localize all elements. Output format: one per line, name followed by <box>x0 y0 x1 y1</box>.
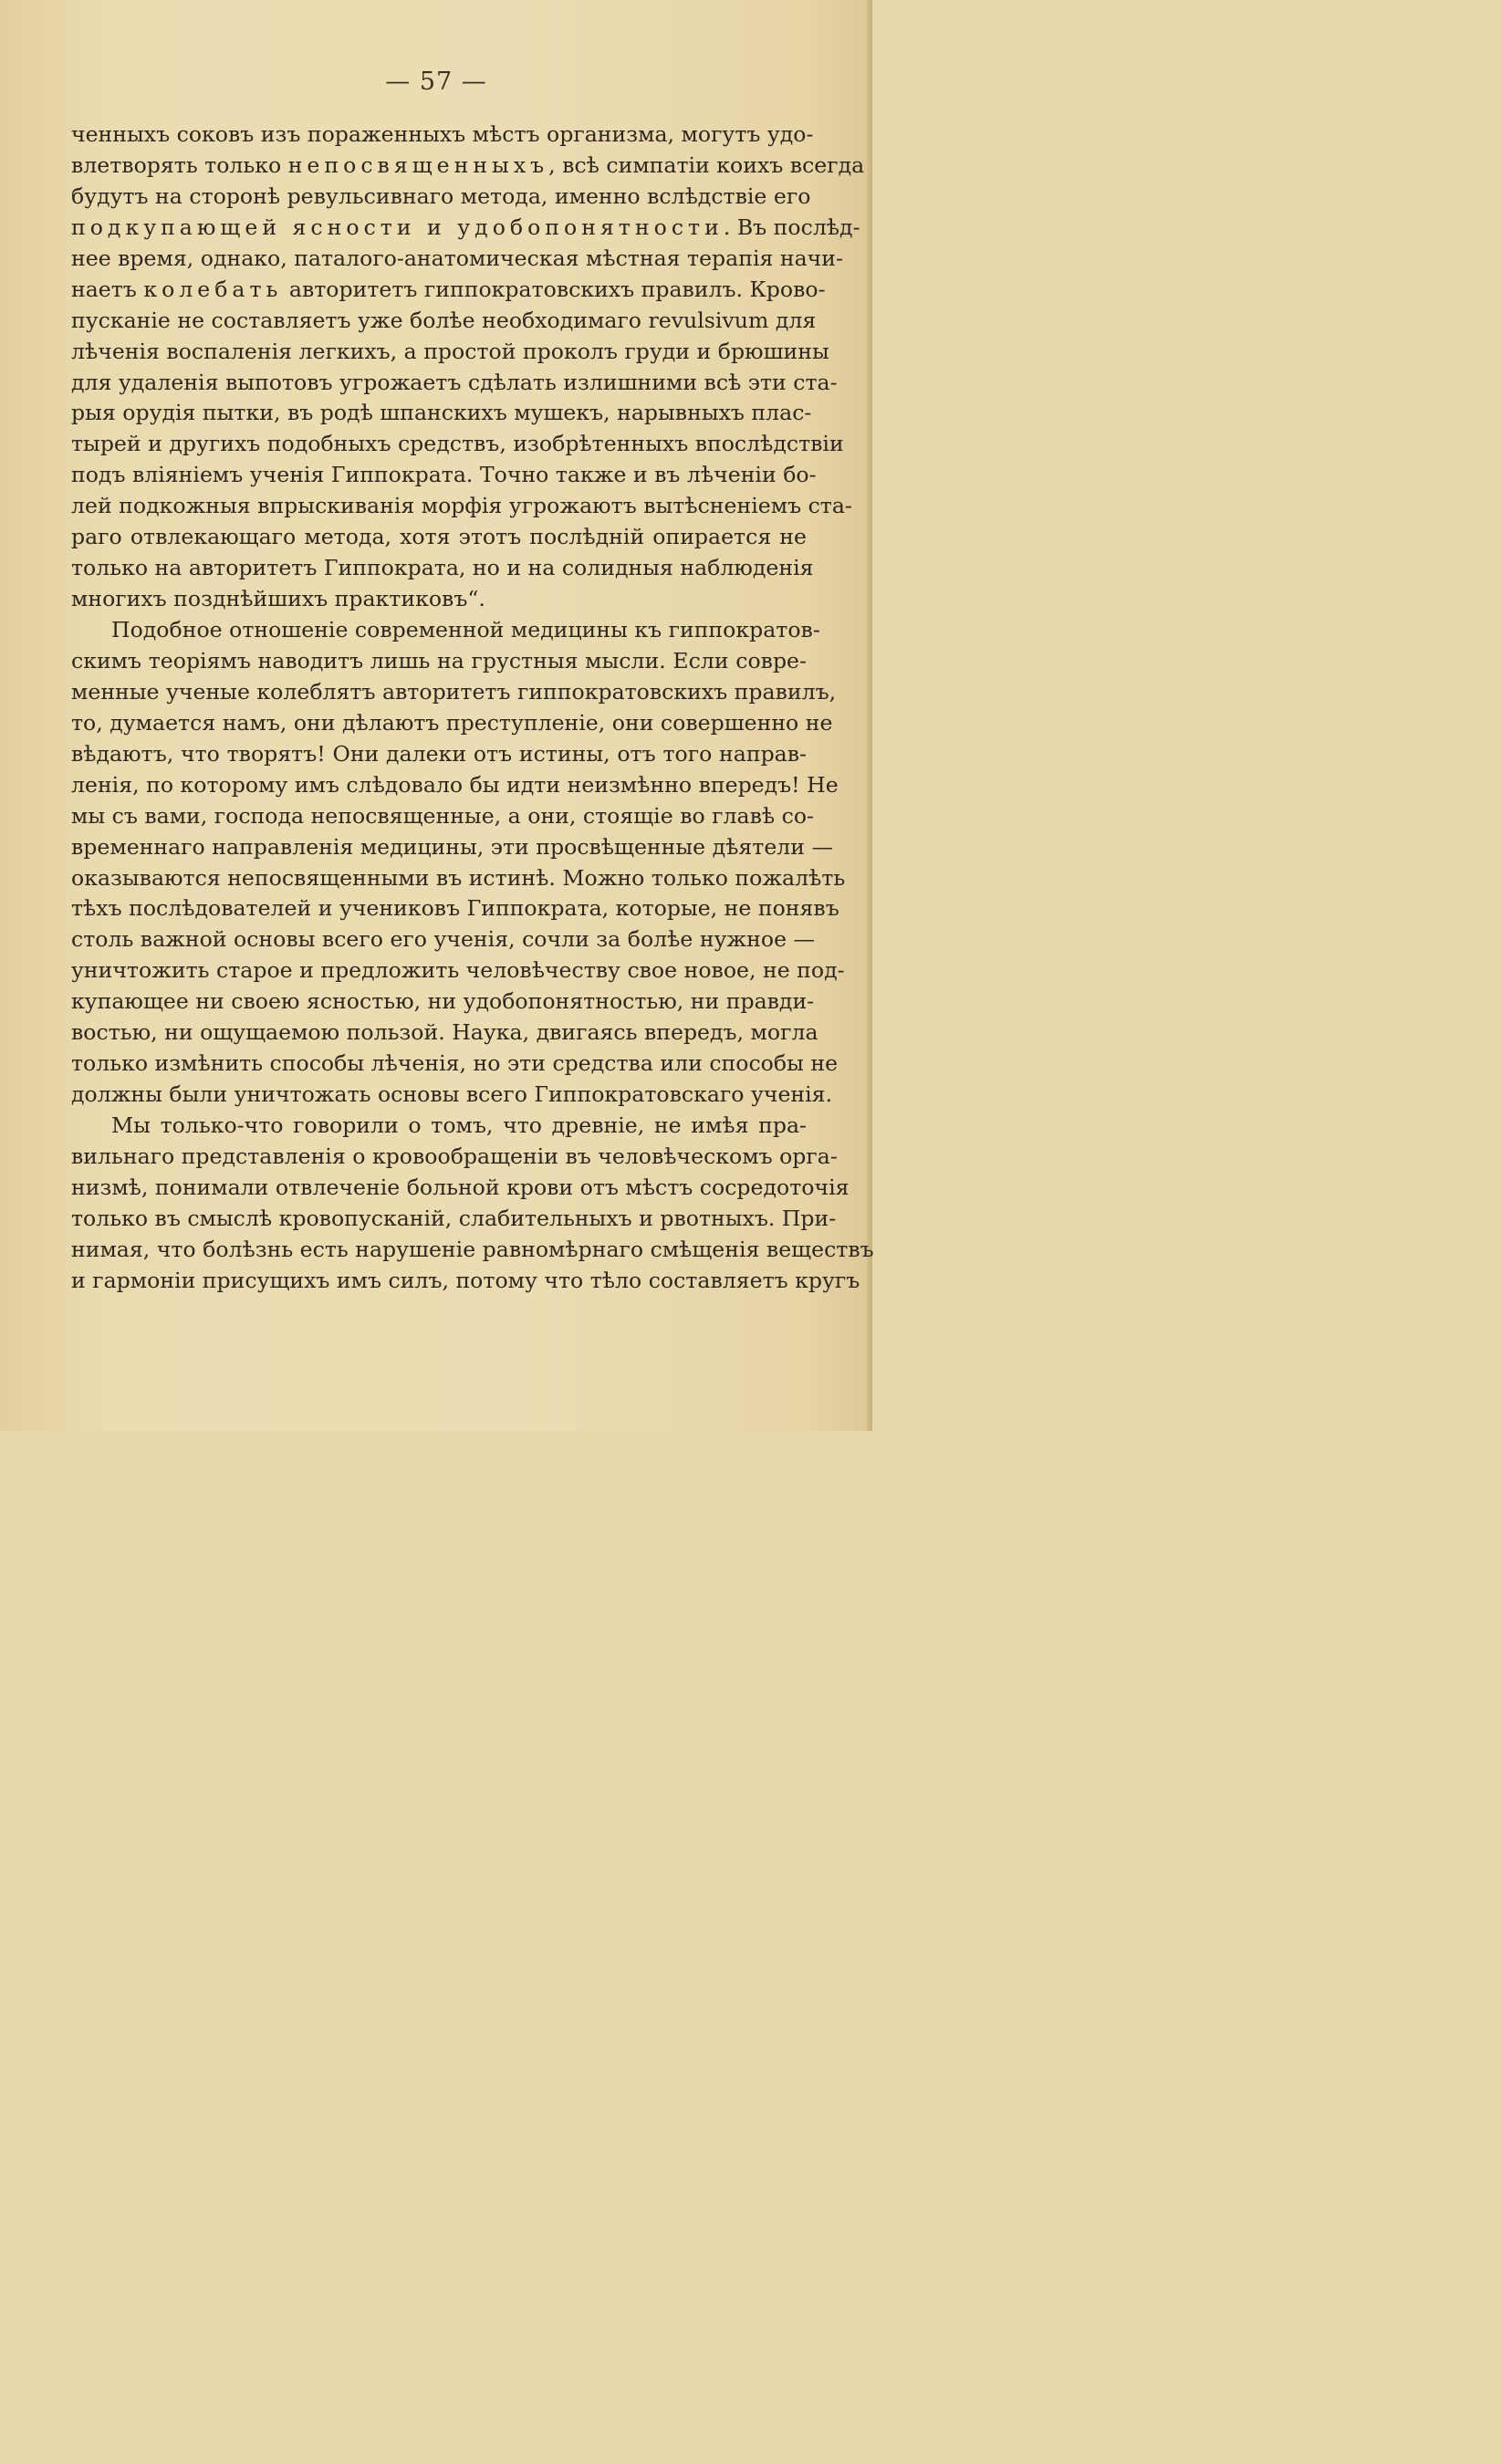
text-segment: многихъ позднѣйшихъ практиковъ“. <box>71 586 485 612</box>
text-segment: подъ вліяніемъ ученія Гиппократа. Точно также и въ лѣченіи бо- <box>71 462 817 488</box>
text-line <box>71 1049 839 1080</box>
text-line <box>71 615 820 646</box>
text-segment: для удаленія выпотовъ угрожаетъ сдѣлать излишними всѣ эти ста- <box>71 369 838 395</box>
text-line <box>71 1266 860 1297</box>
text-segment: лѣченія воспаленія легкихъ, а простой проколъ груди и брюшины <box>71 338 829 364</box>
text-line <box>71 368 838 399</box>
text-line <box>71 398 812 429</box>
text-line <box>71 801 814 832</box>
text-line <box>71 1080 833 1111</box>
text-line <box>71 429 844 460</box>
text-line <box>71 491 852 522</box>
body-text <box>71 120 874 1297</box>
text-segment: низмѣ, понимали отвлеченіе больной крови отъ мѣстъ сосредоточія <box>71 1174 850 1200</box>
text-line <box>71 1018 818 1049</box>
spaced-emphasis: непосвященныхъ <box>287 151 549 178</box>
text-segment: ленія, по которому имъ слѣдовало бы идти неизмѣнно впередъ! Не <box>71 771 839 798</box>
text-segment: , всѣ симпатіи коихъ всегда <box>548 151 865 178</box>
text-segment: только въ смыслѣ кровопусканій, слабительныхъ и рвотныхъ. При- <box>71 1205 837 1231</box>
text-line <box>71 182 811 213</box>
text-segment: будутъ на сторонѣ ревульсивнаго метода, именно вслѣдствіе его <box>71 183 811 209</box>
text-segment: Мы только-что говорили о томъ, что древніе, не имѣя пра- <box>111 1112 807 1138</box>
text-line <box>71 1111 807 1142</box>
text-line <box>71 306 817 337</box>
text-line <box>71 646 807 677</box>
text-line <box>71 770 839 801</box>
text-segment: купающее ни своею ясностью, ни удобопонятностью, ни правди- <box>71 988 815 1015</box>
text-segment: и гармоніи присущихъ имъ силъ, потому что тѣло составляетъ кругъ <box>71 1267 860 1293</box>
page-edge <box>867 0 872 1431</box>
spaced-emphasis: подкупающей ясности и удобопонятности <box>71 214 724 240</box>
text-segment: авторитетъ гиппократовскихъ правилъ. Крово- <box>282 276 826 302</box>
text-line <box>71 924 816 955</box>
text-segment: пусканіе не составляетъ уже болѣе необходимаго revulsivum для <box>71 307 817 333</box>
text-line <box>71 584 807 615</box>
text-line <box>71 677 837 708</box>
text-segment: вѣдаютъ, что творятъ! Они далеки отъ истины, отъ того направ- <box>71 740 807 767</box>
text-segment: рыя орудія пытки, въ родѣ шпанскихъ мушекъ, нарывныхъ плас- <box>71 400 812 426</box>
text-segment: должны были уничтожать основы всего Гиппократовскаго ученія. <box>71 1081 833 1108</box>
text-line <box>71 120 814 151</box>
text-line <box>71 1173 850 1204</box>
text-segment: скимъ теоріямъ наводитъ лишь на грустныя мысли. Если совре- <box>71 647 807 673</box>
text-segment: столь важной основы всего его ученія, сочли за болѣе нужное — <box>71 926 816 953</box>
text-line <box>71 739 807 770</box>
spaced-emphasis: колебать <box>143 276 283 302</box>
text-segment: временнаго направленія медицины, эти просвѣщенные дѣятели — <box>71 833 834 860</box>
text-segment: лей подкожныя впрыскиванія морфія угрожаютъ вытѣсненіемъ ста- <box>71 493 852 519</box>
text-segment: уничтожить старое и предложить человѣчеству свое новое, не под- <box>71 957 845 984</box>
text-segment: то, думается намъ, они дѣлаютъ преступленіе, они совершенно не <box>71 709 833 736</box>
text-line <box>71 460 817 491</box>
text-segment: нее время, однако, паталого-анатомическая мѣстная терапія начи- <box>71 245 843 271</box>
text-line <box>71 522 807 553</box>
text-segment: только на авторитетъ Гиппократа, но и на солидныя наблюденія <box>71 555 814 581</box>
text-segment: мы съ вами, господа непосвященные, а они, стоящіе во главѣ со- <box>71 802 814 829</box>
text-line <box>71 553 814 584</box>
text-segment: тырей и другихъ подобныхъ средствъ, изобрѣтенныхъ впослѣдствіи <box>71 431 844 457</box>
text-segment: оказываются непосвященными въ истинѣ. Можно только пожалѣть <box>71 864 846 891</box>
text-line <box>71 213 860 244</box>
text-segment: тѣхъ послѣдователей и учениковъ Гиппократа, которые, не понявъ <box>71 895 839 922</box>
text-segment: менные ученые колеблятъ авторитетъ гиппократовскихъ правилъ, <box>71 678 837 705</box>
text-line <box>71 1142 838 1173</box>
text-line <box>71 337 829 368</box>
text-line <box>71 955 845 987</box>
text-line <box>71 1235 874 1266</box>
text-line <box>71 151 865 182</box>
text-line <box>71 832 834 863</box>
text-segment: востью, ни ощущаемою пользой. Наука, двигаясь впередъ, могла <box>71 1019 818 1046</box>
text-line <box>71 244 843 275</box>
text-segment: раго отвлекающаго метода, хотя этотъ послѣдній опирается не <box>71 524 807 550</box>
text-segment: влетворять только <box>71 151 288 178</box>
text-segment: нимая, что болѣзнь есть нарушеніе равномѣрнаго смѣщенія веществъ <box>71 1236 874 1262</box>
text-line <box>71 893 839 924</box>
text-line <box>71 1204 837 1235</box>
text-segment: . Въ послѣд- <box>723 214 860 240</box>
text-segment: только измѣнить способы лѣченія, но эти средства или способы не <box>71 1050 839 1077</box>
text-line <box>71 708 833 739</box>
text-line <box>71 275 826 306</box>
text-segment: наетъ <box>71 276 144 302</box>
text-line <box>71 863 846 894</box>
page-number: — 57 — <box>385 68 487 96</box>
text-segment: ченныхъ соковъ изъ пораженныхъ мѣстъ организма, могутъ удо- <box>71 121 814 147</box>
text-line <box>71 987 815 1018</box>
text-segment: Подобное отношеніе современной медицины къ гиппократов- <box>111 617 820 642</box>
text-segment: вильнаго представленія о кровообращеніи въ человѣческомъ орга- <box>71 1143 838 1169</box>
